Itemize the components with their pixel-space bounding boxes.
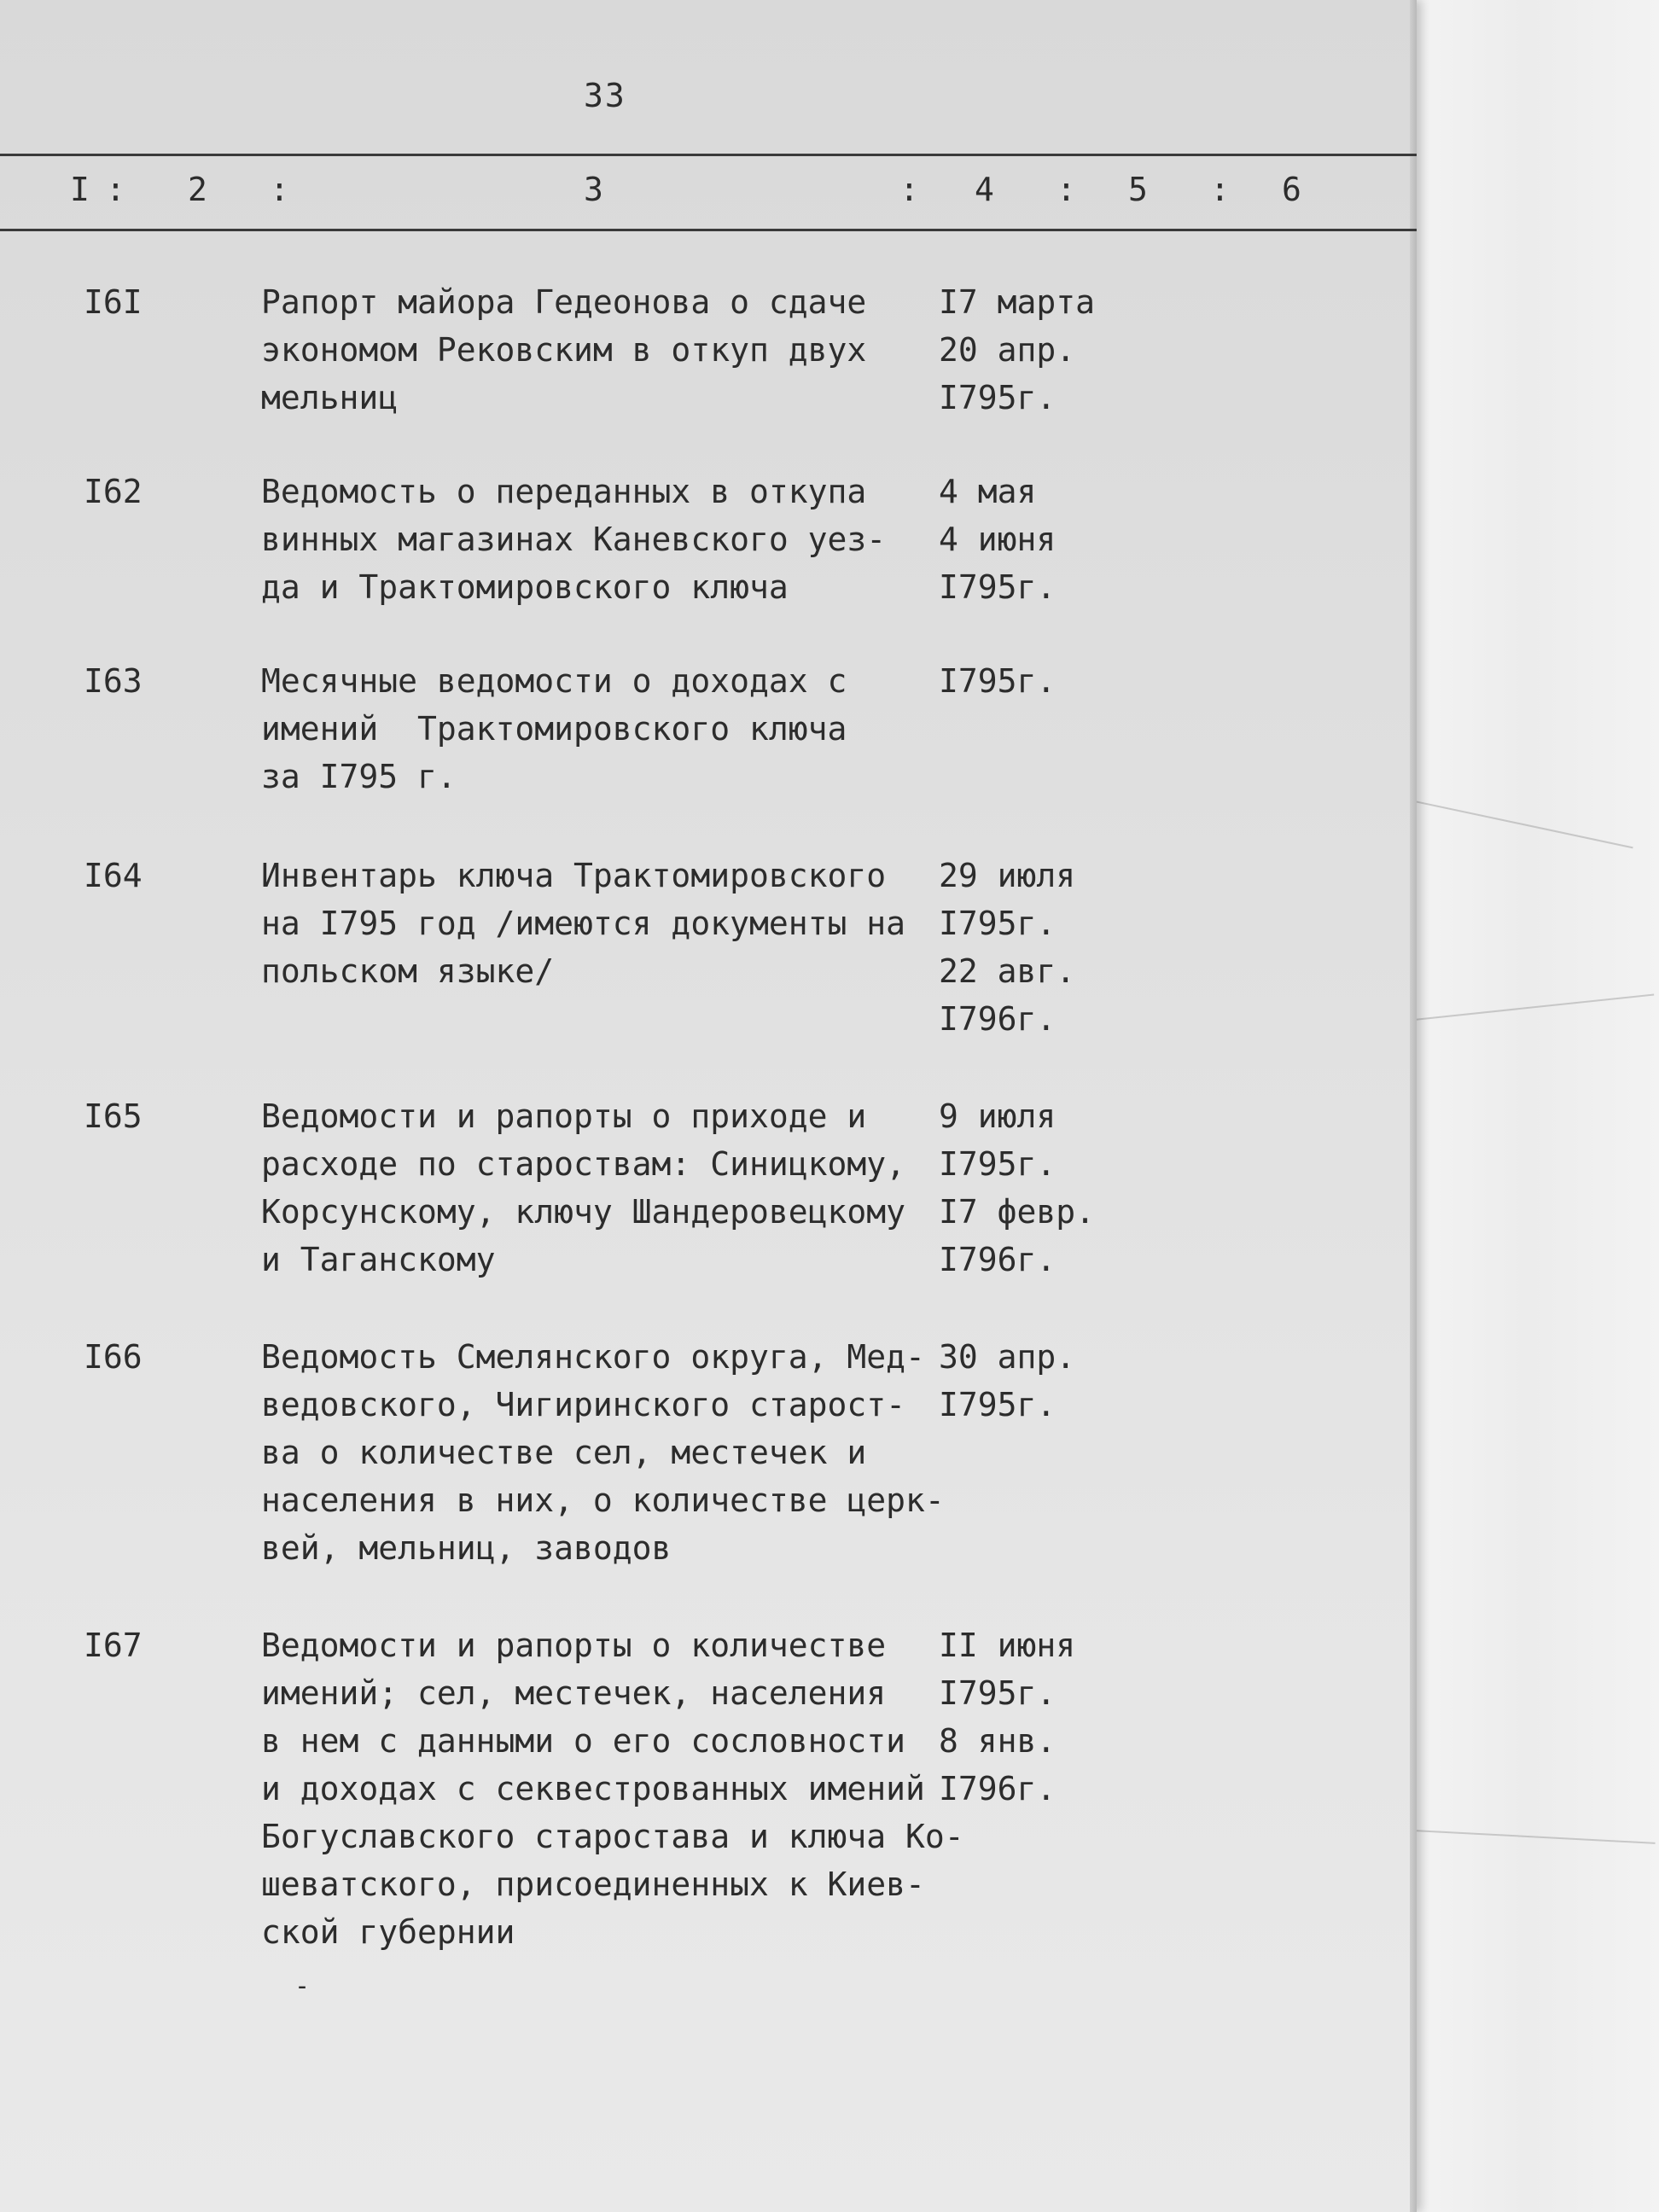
entry-dates — [939, 657, 1109, 705]
page-number: 33 — [584, 77, 626, 114]
date-line: I795г. — [939, 905, 1057, 942]
column-header: 3 — [584, 171, 603, 208]
column-header: 2 — [188, 171, 207, 208]
description-line: расходе по староствам: Синицкому, — [261, 1145, 905, 1183]
entry-description — [261, 852, 944, 995]
description-line: Ведомости и рапорты о приходе и — [261, 1097, 867, 1135]
description-line: на I795 год /имеются документы на — [261, 905, 905, 942]
entry-description — [261, 1092, 944, 1284]
description-line: польском языке/ — [261, 952, 555, 990]
description-line: и доходах с секвестрованных имений — [261, 1770, 925, 1807]
column-separator: : — [270, 171, 289, 208]
entry-number: I64 — [84, 857, 143, 894]
description-line: экономом Рековским в откуп двух — [261, 331, 867, 369]
entry-dates — [939, 278, 1109, 422]
date-line: I795г. — [939, 568, 1057, 606]
description-line: Инвентарь ключа Трактомировского — [261, 857, 887, 894]
entry-description — [261, 468, 944, 611]
date-line: I795г. — [939, 379, 1057, 416]
date-line: I796г. — [939, 1241, 1057, 1278]
column-separator: : — [1057, 171, 1076, 208]
description-line: Ведомость Смелянского округа, Мед- — [261, 1338, 925, 1376]
entry-number: I65 — [84, 1097, 143, 1135]
column-separator: : — [899, 171, 919, 208]
date-line: I796г. — [939, 1000, 1057, 1038]
entry-dates — [939, 852, 1109, 1043]
column-header: I — [70, 171, 90, 208]
description-line: имений Трактомировского ключа — [261, 710, 847, 748]
column-separator: : — [1210, 171, 1230, 208]
date-line: 20 апр. — [939, 331, 1076, 369]
description-line: Корсунскому, ключу Шандеровецкому — [261, 1193, 905, 1231]
date-line: I795г. — [939, 1145, 1057, 1183]
date-line: I7 марта — [939, 283, 1096, 321]
description-line: имений; сел, местечек, населения — [261, 1674, 887, 1712]
description-line: за I795 г. — [261, 758, 457, 795]
date-line: I796г. — [939, 1770, 1057, 1807]
description-line: Рапорт майора Гедеонова о сдаче — [261, 283, 867, 321]
date-line: 9 июля — [939, 1097, 1057, 1135]
description-line: ской губернии — [261, 1913, 515, 1951]
date-line: 4 июня — [939, 521, 1057, 558]
description-line: вей, мельниц, заводов — [261, 1529, 672, 1567]
date-line: I795г. — [939, 662, 1057, 700]
date-line: I7 февр. — [939, 1193, 1096, 1231]
entry-description — [261, 278, 944, 422]
description-line: да и Трактомировского ключа — [261, 568, 789, 606]
paper-crease — [1382, 794, 1633, 848]
date-line: 22 авг. — [939, 952, 1076, 990]
entry-number: I67 — [84, 1627, 143, 1664]
date-line: I795г. — [939, 1674, 1057, 1712]
header-rule-top — [0, 154, 1417, 156]
date-line: I795г. — [939, 1386, 1057, 1423]
date-line: 8 янв. — [939, 1722, 1057, 1760]
entry-dates — [939, 1092, 1109, 1284]
description-line: Месячные ведомости о доходах с — [261, 662, 847, 700]
description-line: Богуславского старостава и ключа Ко- — [261, 1818, 964, 1855]
entry-description — [261, 657, 944, 800]
entry-dates — [939, 1333, 1109, 1429]
description-line: ва о количестве сел, местечек и — [261, 1434, 867, 1471]
column-header: 6 — [1282, 171, 1301, 208]
entry-dates — [939, 1621, 1109, 1813]
column-header: 5 — [1128, 171, 1148, 208]
date-line: 30 апр. — [939, 1338, 1076, 1376]
description-line: мельниц — [261, 379, 399, 416]
entry-description — [261, 1333, 944, 1572]
entry-description — [261, 1621, 964, 1956]
entry-number: I6I — [84, 283, 143, 321]
entry-number: I62 — [84, 473, 143, 510]
description-line: шеватского, присоединенных к Киев- — [261, 1866, 925, 1903]
stray-mark: - — [294, 1971, 311, 2001]
description-line: Ведомости и рапорты о количестве — [261, 1627, 887, 1664]
entry-number: I66 — [84, 1338, 143, 1376]
description-line: винных магазинах Каневского уез- — [261, 521, 887, 558]
entry-dates — [939, 468, 1109, 611]
date-line: 4 мая — [939, 473, 1037, 510]
column-header-row — [0, 171, 1417, 222]
header-rule-bottom — [0, 229, 1417, 231]
entry-number: I63 — [84, 662, 143, 700]
description-line: Ведомость о переданных в откупа — [261, 473, 867, 510]
description-line: ведовского, Чигиринского старост- — [261, 1386, 905, 1423]
column-separator: : — [106, 171, 125, 208]
column-header: 4 — [975, 171, 994, 208]
page-edge — [1410, 0, 1417, 2212]
description-line: населения в них, о количестве церк- — [261, 1481, 945, 1519]
description-line: и Таганскому — [261, 1241, 496, 1278]
date-line: 29 июля — [939, 857, 1076, 894]
description-line: в нем с данными о его сословности — [261, 1722, 905, 1760]
date-line: II июня — [939, 1627, 1076, 1664]
